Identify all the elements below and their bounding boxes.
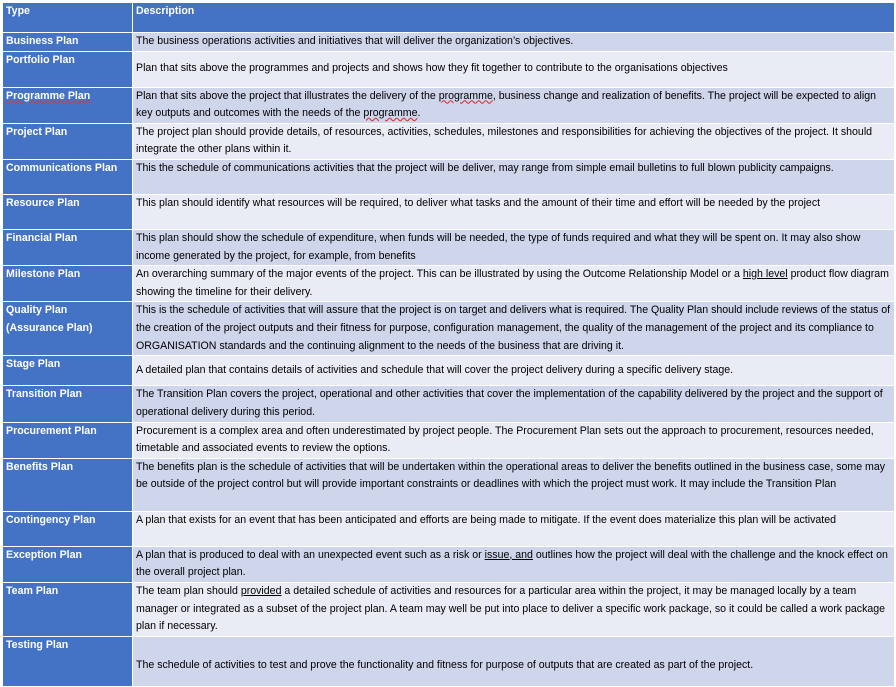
- table-row: [3, 636, 895, 686]
- plan-description-cell: The team plan should provided a detailed schedule of activities and resources for a particular area within the project, it may be managed locally by a team manager or integrated as a subset of the project plan. A team may well be put into place to deliver a specific work package, so it could be called a work package plan if necessary.: [133, 582, 895, 636]
- plan-description-cell: Plan that sits above the programmes and projects and shows how they fit together to contribute to the organisations objectives: [133, 51, 895, 87]
- plan-description-cell: The Transition Plan covers the project, operational and other activities that cover the implementation of the capability delivered by the project and the support of operational delivery during this period.: [133, 386, 895, 422]
- spellcheck-word: programme: [363, 107, 418, 120]
- table-row: [3, 51, 895, 87]
- plan-type-cell: Procurement Plan: [3, 422, 133, 458]
- plan-type-cell: Communications Plan: [3, 159, 133, 194]
- plan-type-cell: Transition Plan: [3, 386, 133, 422]
- table-row: [3, 229, 895, 265]
- plan-types-table: [2, 2, 895, 687]
- table-row: [3, 422, 895, 458]
- plan-type-label: Programme Plan: [6, 89, 91, 102]
- plan-type-cell: Benefits Plan: [3, 458, 133, 511]
- type-column-header: Type: [3, 3, 133, 33]
- plan-description-cell: The schedule of activities to test and prove the functionality and fitness for purpose of outputs that are created as part of the project.: [133, 636, 895, 686]
- table-row: [3, 546, 895, 582]
- plan-type-cell: Portfolio Plan: [3, 51, 133, 87]
- table-row: [3, 511, 895, 546]
- plan-description-cell: This plan should show the schedule of expenditure, when funds will be needed, the type of funds required and what they will be spent on. It may also show income generated by the project, for example, from benefits: [133, 229, 895, 265]
- plan-description-cell: This plan should identify what resources will be required, to deliver what tasks and the amount of their time and effort will be needed by the project: [133, 194, 895, 229]
- plan-type-cell: [3, 87, 133, 123]
- table-row: [3, 123, 895, 159]
- table-row: [3, 33, 895, 52]
- table-row: [3, 458, 895, 511]
- plan-description-cell: A plan that is produced to deal with an unexpected event such as a risk or issue, and outlines how the project will deal with the challenge and the knock effect on the overall project plan.: [133, 546, 895, 582]
- table-row: [3, 582, 895, 636]
- plan-type-cell: Contingency Plan: [3, 511, 133, 546]
- plan-type-cell: Team Plan: [3, 582, 133, 636]
- plan-type-cell: Business Plan: [3, 33, 133, 52]
- plan-description-cell: This the schedule of communications activities that the project will be deliver, may range from simple email bulletins to full blown publicity campaigns.: [133, 159, 895, 194]
- table-row: [3, 87, 895, 123]
- description-column-header: Description: [133, 3, 895, 33]
- underlined-phrase: provided: [240, 584, 282, 597]
- plan-description-cell: A plan that exists for an event that has been anticipated and efforts are being made to mitigate. If the event does materialize this plan will be activated: [133, 511, 895, 546]
- plan-type-cell: Project Plan: [3, 123, 133, 159]
- plan-description-cell: Plan that sits above the project that illustrates the delivery of the programme, business change and realization of benefits. The project will be expected to align key outputs and outcomes with the needs of the programme.: [133, 87, 895, 123]
- plan-description-cell: A detailed plan that contains details of activities and schedule that will cover the project delivery during a specific delivery stage.: [133, 356, 895, 386]
- table-row: [3, 194, 895, 229]
- plan-type-cell: Exception Plan: [3, 546, 133, 582]
- table-row: [3, 356, 895, 386]
- table-row: [3, 159, 895, 194]
- plan-description-cell: Procurement is a complex area and often underestimated by project people. The Procurement Plan sets out the approach to procurement, resources needed, timetable and associated events to review the options.: [133, 422, 895, 458]
- table-header-row: [3, 3, 895, 33]
- plan-type-cell: Milestone Plan: [3, 266, 133, 302]
- plan-type-cell: Stage Plan: [3, 356, 133, 386]
- plan-description-cell: An overarching summary of the major events of the project. This can be illustrated by using the Outcome Relationship Model or a high level product flow diagram showing the timeline for their delivery.: [133, 266, 895, 302]
- plan-description-cell: This is the schedule of activities that will assure that the project is on target and delivers what is required. The Quality Plan should include reviews of the status of the creation of the project outputs and their fitness for purpose, configuration management, the quality of the management of the project and its compliance to ORGANISATION standards and the continuing alignment to the needs of the business that are driving it.: [133, 302, 895, 356]
- table-row: [3, 266, 895, 302]
- table-row: [3, 386, 895, 422]
- plan-type-cell: Quality Plan (Assurance Plan): [3, 302, 133, 356]
- plan-description-cell: The benefits plan is the schedule of activities that will be undertaken within the operational areas to deliver the benefits outlined in the business case, some may be outside of the project control but will provide important constraints or deadlines with which the project must work. It may include the Transition Plan: [133, 458, 895, 511]
- table-row: [3, 302, 895, 356]
- plan-type-cell: Financial Plan: [3, 229, 133, 265]
- underlined-phrase: issue, and: [484, 548, 533, 561]
- plan-type-cell: Resource Plan: [3, 194, 133, 229]
- spellcheck-word: programme: [438, 89, 493, 102]
- plan-type-cell: Testing Plan: [3, 636, 133, 686]
- plan-description-cell: The business operations activities and initiatives that will deliver the organization’s objectives.: [133, 33, 895, 52]
- underlined-phrase: high level: [742, 268, 788, 281]
- plan-description-cell: The project plan should provide details, of resources, activities, schedules, milestones and responsibilities for achieving the objectives of the project. It should integrate the other plans within it.: [133, 123, 895, 159]
